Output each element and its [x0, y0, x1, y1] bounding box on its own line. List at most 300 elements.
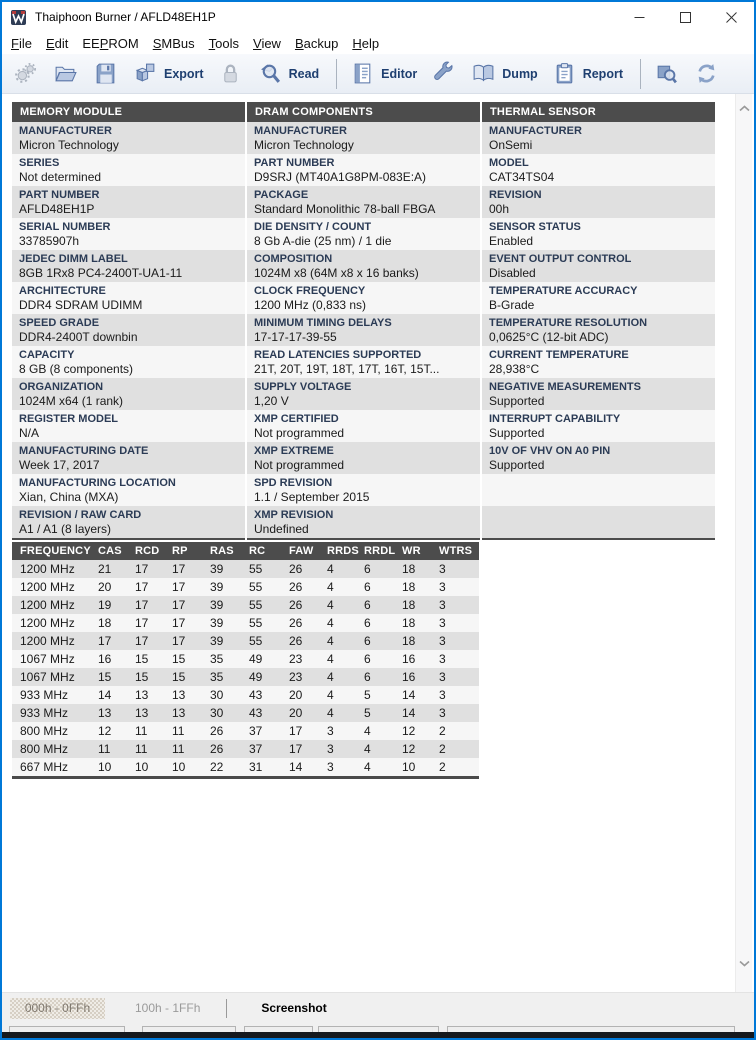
timing-cell: 55	[249, 596, 289, 614]
field-value: 1024M x64 (1 rank)	[19, 394, 124, 408]
field-value: 8 GB (8 components)	[19, 362, 134, 376]
timing-cell: 933 MHz	[12, 704, 98, 722]
timing-cell: 13	[135, 704, 172, 722]
timing-cell: 55	[249, 578, 289, 596]
field-label: REGISTER MODEL	[19, 413, 119, 425]
field-row	[247, 122, 480, 154]
field-row	[12, 122, 245, 154]
chevron-down-icon	[739, 960, 750, 967]
field-label: TEMPERATURE ACCURACY	[489, 285, 638, 297]
main-content	[2, 94, 739, 992]
timing-row	[12, 650, 479, 668]
field-label: MINIMUM TIMING DELAYS	[254, 317, 392, 329]
timing-cell: 3	[439, 650, 479, 668]
timing-cell: 13	[172, 704, 210, 722]
field-label: 10V OF VHV ON A0 PIN	[489, 445, 611, 457]
timing-cell: 16	[98, 650, 135, 668]
timing-cell: 4	[327, 596, 364, 614]
timing-cell: 17	[289, 722, 327, 740]
field-row-empty	[482, 506, 715, 538]
field-row	[247, 186, 480, 218]
timing-cell: 16	[402, 650, 439, 668]
open-folder-icon	[52, 60, 79, 87]
wrench-icon	[430, 60, 457, 87]
timing-cell: 10	[402, 758, 439, 776]
field-row	[12, 474, 245, 506]
timing-cell: 933 MHz	[12, 686, 98, 704]
report-icon	[551, 60, 578, 87]
timing-cell: 17	[98, 632, 135, 650]
timing-cell: 26	[289, 596, 327, 614]
bottom-tab-strip	[2, 992, 754, 1024]
timing-cell: 5	[364, 704, 402, 722]
timing-cell: 39	[210, 614, 249, 632]
gears-icon	[12, 60, 39, 87]
timing-cell: 10	[135, 758, 172, 776]
timing-cell: 17	[172, 578, 210, 596]
field-row	[247, 346, 480, 378]
field-label: JEDEC DIMM LABEL	[19, 253, 128, 265]
field-row	[12, 410, 245, 442]
timing-cell: 26	[289, 614, 327, 632]
field-value: 1,20 V	[254, 394, 289, 408]
timing-cell: 3	[327, 758, 364, 776]
timing-cell: 1200 MHz	[12, 632, 98, 650]
field-row	[482, 186, 715, 218]
field-label: TEMPERATURE RESOLUTION	[489, 317, 648, 329]
timing-cell: 10	[172, 758, 210, 776]
field-value: Supported	[489, 426, 545, 440]
timing-cell: 17	[172, 560, 210, 578]
timing-cell: 3	[439, 668, 479, 686]
timing-cell: 2	[439, 722, 479, 740]
field-label: ARCHITECTURE	[19, 285, 106, 297]
field-row	[247, 410, 480, 442]
scroll-down-button[interactable]	[736, 955, 753, 972]
timing-cell: 18	[402, 578, 439, 596]
field-label: CURRENT TEMPERATURE	[489, 349, 629, 361]
field-row	[482, 346, 715, 378]
field-label: NEGATIVE MEASUREMENTS	[489, 381, 641, 393]
timing-cell: 3	[439, 560, 479, 578]
field-row	[247, 506, 480, 538]
timing-cell: 37	[249, 740, 289, 758]
title-bar	[2, 2, 754, 32]
timing-cell: 11	[98, 740, 135, 758]
taskbar-edge	[2, 1032, 754, 1040]
timing-cell: 55	[249, 614, 289, 632]
timing-cell: 37	[249, 722, 289, 740]
timing-cell: 6	[364, 614, 402, 632]
timing-cell: 11	[135, 740, 172, 758]
toolbar	[2, 54, 754, 94]
timing-cell: 1200 MHz	[12, 560, 98, 578]
read-button[interactable]	[257, 60, 320, 87]
timing-row	[12, 578, 479, 596]
panel-thermal-sensor	[482, 102, 715, 540]
open-button[interactable]	[52, 60, 79, 87]
timing-cell: 23	[289, 668, 327, 686]
field-value: Not programmed	[254, 426, 345, 440]
report-button[interactable]	[551, 60, 623, 87]
field-row	[482, 282, 715, 314]
read-icon	[257, 60, 284, 87]
maximize-button[interactable]	[662, 2, 708, 32]
field-label: CAPACITY	[19, 349, 75, 361]
timing-cell: 1200 MHz	[12, 614, 98, 632]
timing-cell: 3	[439, 596, 479, 614]
field-row	[12, 250, 245, 282]
field-row	[12, 282, 245, 314]
field-value: B-Grade	[489, 298, 535, 312]
timing-row	[12, 740, 479, 758]
timing-cell: 10	[98, 758, 135, 776]
field-value: Enabled	[489, 234, 534, 248]
timing-column-header: FAW	[289, 542, 327, 560]
field-label: INTERRUPT CAPABILITY	[489, 413, 621, 425]
timing-cell: 4	[327, 686, 364, 704]
dump-button[interactable]	[470, 60, 537, 87]
export-button-label: Export	[164, 66, 204, 81]
field-value: Week 17, 2017	[19, 458, 100, 472]
field-row	[482, 154, 715, 186]
timing-cell: 6	[364, 596, 402, 614]
section-header: THERMAL SENSOR	[482, 102, 715, 122]
timing-cell: 20	[289, 704, 327, 722]
timing-cell: 18	[402, 596, 439, 614]
field-value: 00h	[489, 202, 510, 216]
field-row	[482, 314, 715, 346]
find-button[interactable]	[653, 60, 680, 87]
timing-cell: 6	[364, 668, 402, 686]
field-label: PART NUMBER	[19, 189, 100, 201]
timing-cell: 39	[210, 578, 249, 596]
maximize-icon	[680, 12, 691, 23]
field-value: Supported	[489, 458, 545, 472]
timing-column-header: RC	[249, 542, 289, 560]
field-row	[482, 218, 715, 250]
tab-separator	[226, 999, 227, 1018]
save-button[interactable]	[92, 60, 119, 87]
timing-cell: 35	[210, 668, 249, 686]
field-value: CAT34TS04	[489, 170, 555, 184]
field-value: Standard Monolithic 78-ball FBGA	[254, 202, 436, 216]
timing-column-header: RRDL	[364, 542, 402, 560]
field-value: Disabled	[489, 266, 536, 280]
field-row	[12, 186, 245, 218]
timing-cell: 15	[135, 650, 172, 668]
field-label: READ LATENCIES SUPPORTED	[254, 349, 422, 361]
menu-item-backup[interactable]: Backup	[294, 35, 339, 51]
timing-cell: 4	[327, 632, 364, 650]
timing-cell: 14	[98, 686, 135, 704]
menu-item-file[interactable]: File	[11, 35, 32, 51]
dump-button-label: Dump	[502, 66, 538, 81]
timing-cell: 13	[98, 704, 135, 722]
timing-cell: 18	[98, 614, 135, 632]
timing-column-header: FREQUENCY	[12, 542, 98, 560]
timing-cell: 17	[289, 740, 327, 758]
tab-000h-0ffh[interactable]: 000h - 0FFh	[10, 998, 105, 1019]
timing-cell: 14	[402, 686, 439, 704]
tab-100h-1ffh[interactable]: 100h - 1FFh	[135, 1001, 201, 1015]
window-title: Thaiphoon Burner / AFLD48EH1P	[35, 10, 216, 24]
field-row	[12, 218, 245, 250]
read-button-label: Read	[288, 66, 320, 81]
field-label: SPEED GRADE	[19, 317, 100, 329]
timing-cell: 17	[135, 560, 172, 578]
timing-cell: 49	[249, 650, 289, 668]
timing-cell: 39	[210, 596, 249, 614]
timing-row	[12, 758, 479, 776]
timing-row	[12, 614, 479, 632]
timing-cell: 30	[210, 686, 249, 704]
export-icon	[132, 60, 159, 87]
field-value: 28,938°C	[489, 362, 540, 376]
field-row	[12, 506, 245, 538]
field-value: DDR4-2400T downbin	[19, 330, 138, 344]
field-label: XMP CERTIFIED	[254, 413, 339, 425]
field-value: 0,0625°C (12-bit ADC)	[489, 330, 609, 344]
field-row	[12, 378, 245, 410]
editor-button[interactable]	[349, 60, 417, 87]
timing-cell: 3	[439, 632, 479, 650]
scroll-up-button[interactable]	[736, 100, 753, 117]
timing-cell: 39	[210, 632, 249, 650]
field-label: PART NUMBER	[254, 157, 335, 169]
field-value: Not determined	[19, 170, 102, 184]
minimize-button[interactable]	[616, 2, 662, 32]
timing-cell: 4	[327, 650, 364, 668]
timing-cell: 3	[327, 740, 364, 758]
timing-cell: 17	[135, 614, 172, 632]
field-value: N/A	[19, 426, 40, 440]
field-row	[247, 378, 480, 410]
timing-cell: 3	[439, 704, 479, 722]
settings-button	[12, 60, 39, 87]
field-label: CLOCK FREQUENCY	[254, 285, 366, 297]
timing-cell: 17	[172, 632, 210, 650]
field-label: MODEL	[489, 157, 529, 169]
field-label: MANUFACTURING DATE	[19, 445, 149, 457]
lock-icon	[217, 60, 244, 87]
menu-item-edit[interactable]: Edit	[45, 35, 69, 51]
menu-item-view[interactable]: View	[253, 35, 281, 51]
field-label: COMPOSITION	[254, 253, 333, 265]
timing-cell: 18	[402, 560, 439, 578]
timing-row	[12, 722, 479, 740]
field-value: A1 / A1 (8 layers)	[19, 522, 112, 536]
timing-cell: 17	[135, 578, 172, 596]
timing-cell: 17	[135, 596, 172, 614]
app-icon	[10, 9, 27, 26]
timing-cell: 11	[172, 722, 210, 740]
timing-cell: 12	[402, 740, 439, 758]
timing-cell: 49	[249, 668, 289, 686]
field-label: ORGANIZATION	[19, 381, 104, 393]
timing-cell: 17	[172, 596, 210, 614]
field-row	[12, 154, 245, 186]
menu-item-tools[interactable]: Tools	[208, 35, 239, 51]
field-row	[247, 442, 480, 474]
field-value: Undefined	[254, 522, 309, 536]
timing-cell: 3	[439, 686, 479, 704]
field-label: XMP EXTREME	[254, 445, 334, 457]
field-value: 1200 MHz (0,833 ns)	[254, 298, 367, 312]
field-value: 8GB 1Rx8 PC4-2400T-UA1-11	[19, 266, 183, 280]
timing-column-header: WR	[402, 542, 439, 560]
timing-cell: 15	[172, 650, 210, 668]
timing-column-header: CAS	[98, 542, 135, 560]
refresh-button[interactable]	[693, 60, 720, 87]
find-icon	[653, 60, 680, 87]
field-row	[12, 346, 245, 378]
info-panels	[12, 102, 715, 540]
timing-cell: 4	[327, 668, 364, 686]
timing-column-header: RAS	[210, 542, 249, 560]
field-label: SERIES	[19, 157, 60, 169]
menu-item-smbus[interactable]: SMBus	[152, 35, 195, 51]
field-row	[482, 410, 715, 442]
timing-cell: 30	[210, 704, 249, 722]
field-row	[482, 378, 715, 410]
dump-icon	[470, 60, 497, 87]
refresh-icon	[693, 60, 720, 87]
timing-cell: 800 MHz	[12, 740, 98, 758]
timing-cell: 2	[439, 740, 479, 758]
timing-cell: 4	[364, 722, 402, 740]
field-row	[482, 250, 715, 282]
field-value: Not programmed	[254, 458, 345, 472]
timing-cell: 43	[249, 704, 289, 722]
timing-row	[12, 668, 479, 686]
timing-row	[12, 596, 479, 614]
menu-item-eeprom[interactable]: EEPROM	[82, 35, 139, 51]
field-label: MANUFACTURING LOCATION	[19, 477, 176, 489]
timing-cell: 43	[249, 686, 289, 704]
field-label: MANUFACTURER	[19, 125, 112, 137]
section-header: DRAM COMPONENTS	[247, 102, 480, 122]
menu-bar	[2, 32, 754, 54]
vertical-scrollbar[interactable]	[735, 94, 752, 992]
timing-cell: 11	[172, 740, 210, 758]
section-header: MEMORY MODULE	[12, 102, 245, 122]
timing-row	[12, 560, 479, 578]
field-row	[12, 442, 245, 474]
field-value: 8 Gb A-die (25 nm) / 1 die	[254, 234, 392, 248]
timing-cell: 3	[439, 614, 479, 632]
close-button[interactable]	[708, 2, 754, 32]
panel-memory-module	[12, 102, 245, 540]
timing-cell: 15	[172, 668, 210, 686]
timing-cell: 12	[98, 722, 135, 740]
panel-dram-components	[247, 102, 480, 540]
timing-cell: 17	[172, 614, 210, 632]
timing-row	[12, 632, 479, 650]
timing-cell: 12	[402, 722, 439, 740]
timing-cell: 23	[289, 650, 327, 668]
close-icon	[726, 12, 737, 23]
editor-icon	[349, 60, 376, 87]
field-label: PACKAGE	[254, 189, 309, 201]
timing-cell: 6	[364, 650, 402, 668]
timing-cell: 4	[327, 578, 364, 596]
timing-cell: 1067 MHz	[12, 668, 98, 686]
timing-table-header	[12, 542, 479, 560]
field-row	[482, 442, 715, 474]
wrench-button[interactable]	[430, 60, 457, 87]
field-value: DDR4 SDRAM UDIMM	[19, 298, 143, 312]
timing-cell: 1200 MHz	[12, 596, 98, 614]
timing-cell: 16	[402, 668, 439, 686]
timing-cell: 26	[289, 578, 327, 596]
field-label: SENSOR STATUS	[489, 221, 581, 233]
timing-cell: 21	[98, 560, 135, 578]
field-row	[247, 218, 480, 250]
timing-cell: 20	[98, 578, 135, 596]
timing-cell: 26	[210, 740, 249, 758]
field-value: 17-17-17-39-55	[254, 330, 337, 344]
timing-cell: 2	[439, 758, 479, 776]
timing-cell: 31	[249, 758, 289, 776]
timing-cell: 20	[289, 686, 327, 704]
timing-cell: 18	[402, 632, 439, 650]
toolbar-separator	[336, 59, 337, 89]
minimize-icon	[634, 12, 645, 23]
field-row	[247, 474, 480, 506]
timing-cell: 55	[249, 560, 289, 578]
field-row	[247, 314, 480, 346]
timing-table	[12, 542, 479, 779]
toolbar-separator	[640, 59, 641, 89]
menu-item-help[interactable]: Help	[352, 35, 380, 51]
export-button[interactable]	[132, 60, 204, 87]
field-label: DIE DENSITY / COUNT	[254, 221, 372, 233]
field-value: AFLD48EH1P	[19, 202, 95, 216]
field-value: D9SRJ (MT40A1G8PM-083E:A)	[254, 170, 427, 184]
field-row	[247, 250, 480, 282]
timing-cell: 6	[364, 560, 402, 578]
field-value: 1.1 / September 2015	[254, 490, 370, 504]
field-row	[482, 122, 715, 154]
lock-button	[217, 60, 244, 87]
chevron-up-icon	[739, 105, 750, 112]
timing-cell: 6	[364, 578, 402, 596]
timing-row	[12, 704, 479, 722]
timing-cell: 35	[210, 650, 249, 668]
timing-cell: 13	[172, 686, 210, 704]
timing-cell: 11	[135, 722, 172, 740]
field-row	[12, 314, 245, 346]
timing-cell: 800 MHz	[12, 722, 98, 740]
timing-column-header: RRDS	[327, 542, 364, 560]
field-label: REVISION / RAW CARD	[19, 509, 142, 521]
field-row-empty	[482, 474, 715, 506]
timing-cell: 1067 MHz	[12, 650, 98, 668]
field-label: REVISION	[489, 189, 542, 201]
timing-cell: 1200 MHz	[12, 578, 98, 596]
field-label: SPD REVISION	[254, 477, 333, 489]
timing-cell: 14	[289, 758, 327, 776]
timing-cell: 26	[289, 632, 327, 650]
field-value: Supported	[489, 394, 545, 408]
tab-screenshot[interactable]: Screenshot	[261, 1001, 327, 1015]
timing-column-header: RP	[172, 542, 210, 560]
timing-cell: 26	[289, 560, 327, 578]
field-value: OnSemi	[489, 138, 533, 152]
field-label: SUPPLY VOLTAGE	[254, 381, 352, 393]
field-label: XMP REVISION	[254, 509, 334, 521]
